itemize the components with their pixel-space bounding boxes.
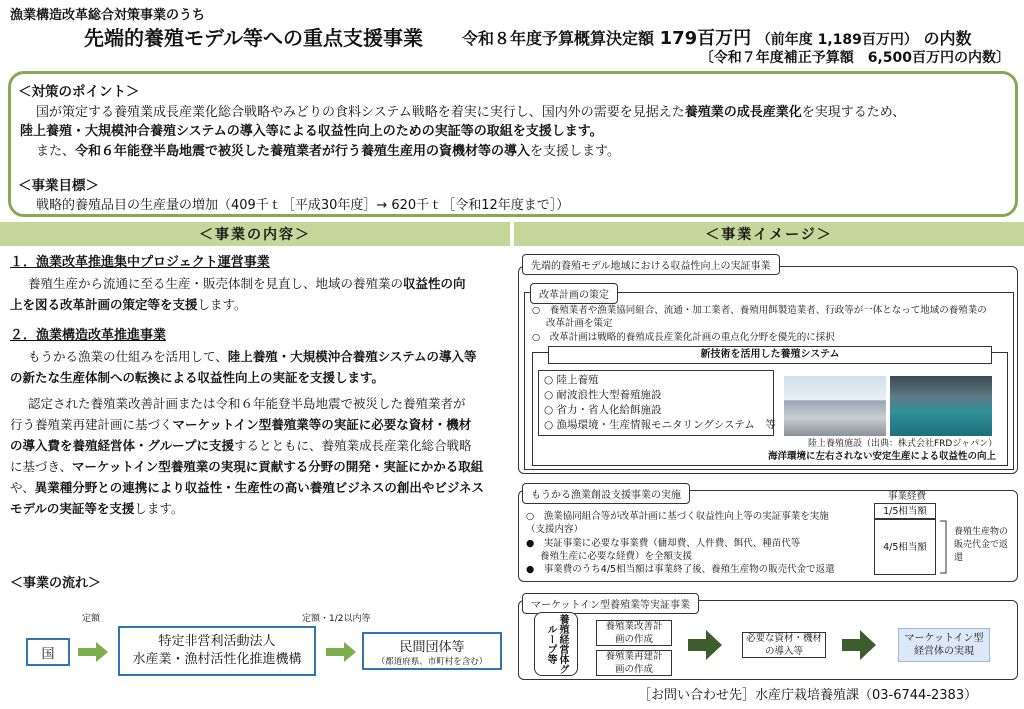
budget-amount: 179百万円 (659, 28, 752, 49)
reform-plan-item-2: ○ 改革計画は戦略的養殖成長産業化計画の重点化分野を優先的に採択 (532, 332, 835, 343)
page-title: 先端的養殖モデル等への重点支援事業 (84, 26, 423, 50)
land-farm-photo (784, 376, 886, 436)
section-2-line-4: 行う養殖業再建計画に基づくマーケットイン型養殖業等の実証に必要な資材・機材 (10, 417, 472, 432)
profitable-fishery-title: もうかる漁業創設支援事業の実施 (522, 483, 690, 504)
budget-suffix: の内数 (923, 29, 972, 48)
flow-country-box: 国 (26, 638, 70, 666)
reform-plan-item-1b: 改革計画を策定 (546, 318, 613, 329)
section-2-line-5: の導入費を養殖経営体・グループに支援するとともに、養殖業成長産業化総合戦略 (10, 438, 472, 453)
rebuild-plan-box: 養殖業再建計画の作成 (596, 650, 672, 676)
profitable-item-2b: 養殖生産に必要な経費）を全額支援 (540, 551, 693, 562)
section-2-line-2: の新たな生産体制への転換による収益性向上の実証を支援します。 (10, 370, 385, 385)
cost-note: 養殖生産物の販売代金で返還 (954, 527, 1009, 563)
points-line-1: 国が策定する養殖業成長産業化総合戦略やみどりの食料システム戦略を着実に実行し、国内外の需要を見据えた養殖業の成長産業化を実現するため、 (36, 105, 906, 120)
cost-one-fifth: 1/5相当額 (874, 503, 936, 519)
photo-caption-bold: 海洋環境に左右されない安定生産による収益性の向上 (768, 451, 997, 462)
model-area-title: 先端的養殖モデル地域における収益性向上の実証事業 (522, 254, 780, 275)
market-in-title: マーケットイン型養殖業等実証事業 (522, 593, 699, 614)
group-box: 養殖経営体グループ等 (534, 612, 578, 676)
section-2-line-7: や、異業種分野との連携により収益性・生産性の高い養殖ビジネスの創出やビジネス (10, 480, 485, 495)
goal-heading: ＜事業目標＞ (18, 178, 99, 194)
tech-item: ○ 耐波浪性大型養殖施設 (544, 389, 662, 401)
tech-item: ○ 陸上養殖 (544, 374, 599, 386)
section-2-line-6: に基づき、マーケットイン型養殖業の実現に貢献する分野の開発・実証にかかる取組 (10, 459, 484, 474)
tank-photo (890, 376, 992, 436)
market-arrow-1 (688, 630, 722, 660)
budget-previous: （前年度 1,189百万円） (756, 32, 918, 48)
content-banner: ＜事業の内容＞ (0, 222, 510, 246)
profitable-item-1b: （支援内容） (526, 524, 584, 535)
budget-prefix: 令和８年度予算概算決定額 (462, 29, 655, 48)
flow-label-fixed: 定額 (82, 614, 101, 624)
section-1-line-1: 養殖生産から流通に至る生産・販売体制を見直し、地域の養殖業の収益性の向 (28, 276, 466, 291)
tech-item: ○ 省力・省人化給餌施設 (544, 404, 662, 416)
market-arrow-2 (842, 630, 876, 660)
flow-private-box: 民間団体等 （都道府県、市町村を含む） (362, 632, 502, 670)
flow-arrow-2 (326, 640, 356, 664)
cost-bracket (940, 520, 950, 574)
flow-heading: ＜事業の流れ＞ (10, 576, 102, 591)
flow-arrow-1 (78, 640, 108, 664)
photo-caption: 陸上養殖施設（出典：株式会社FRDジャパン） (808, 439, 998, 449)
improvement-plan-box: 養殖業改善計画の作成 (596, 620, 672, 646)
profitable-item-1: ○ 漁業協同組合等が改革計画に基づく収益性向上等の実証事業を実施 (526, 511, 829, 522)
image-banner: ＜事業イメージ＞ (514, 222, 1024, 246)
market-in-result-box: マーケットイン型経営体の実現 (898, 628, 990, 662)
cost-label: 事業経費 (888, 491, 927, 502)
reform-plan-label: 改革計画の策定 (530, 283, 618, 304)
section-2-line-3: 認定された養殖業改善計画または令和６年能登半島地震で被災した養殖業者が (28, 396, 466, 411)
section-2-title: ２．漁業構造改革推進事業 (10, 328, 167, 343)
section-2-line-1: もうかる漁業の仕組みを活用して、陸上養殖・大規模沖合養殖システムの導入等 (28, 349, 477, 364)
points-heading: ＜対策のポイント＞ (18, 84, 140, 100)
header-subtitle: 漁業構造改革総合対策事業のうち (10, 8, 206, 23)
tech-list (544, 373, 776, 433)
contact-info: ［お問い合わせ先］水産庁栽培養殖課（03-6744-2383） (638, 688, 978, 703)
points-line-2: 陸上養殖・大規模沖合養殖システムの導入等による収益性向上のための実証等の取組を支援します。 (20, 124, 603, 139)
section-1-title: １．漁業改革推進集中プロジェクト運営事業 (10, 255, 270, 270)
tech-item: ○ 漁場環境・生産情報モニタリングシステム 等 (544, 419, 776, 431)
section-2-line-8: モデルの実証等を支援します。 (10, 501, 184, 516)
new-tech-label: 新技術を活用した養殖システム (548, 346, 992, 364)
supplementary-budget: 〔令和７年度補正予算額 6,500百万円の内数〕 (699, 50, 1010, 66)
section-1-line-2: 上を図る改革計画の策定等を支援します。 (10, 297, 247, 312)
goal-text: 戦略的養殖品目の生産量の増加（409千ｔ［平成30年度］→ 620千ｔ［令和12年度まで］） (36, 198, 570, 213)
flow-organization-box: 特定非営利活動法人 水産業・漁村活性化推進機構 (118, 626, 316, 676)
equipment-box: 必要な資材・機材の導入等 (742, 632, 826, 658)
points-line-3: また、令和６年能登半島地震で被災した養殖業者が行う養殖生産用の資機材等の導入を支援します。 (36, 144, 620, 159)
cost-four-fifths: 4/5相当額 (874, 519, 936, 575)
flow-label-fixed-half: 定額・1/2以内等 (302, 614, 371, 624)
profitable-item-2: ● 実証事業に必要な事業費（傭却費、人件費、餌代、種苗代等 (526, 538, 801, 549)
reform-plan-item-1: ○ 養殖業者や漁業協同組合、流通・加工業者、養殖用餌製造業者、行政等が一体となって地域の養殖業の (532, 305, 987, 316)
profitable-item-3: ● 事業費のうち4/5相当額は事業終了後、養殖生産物の販売代金で返還 (526, 564, 835, 575)
